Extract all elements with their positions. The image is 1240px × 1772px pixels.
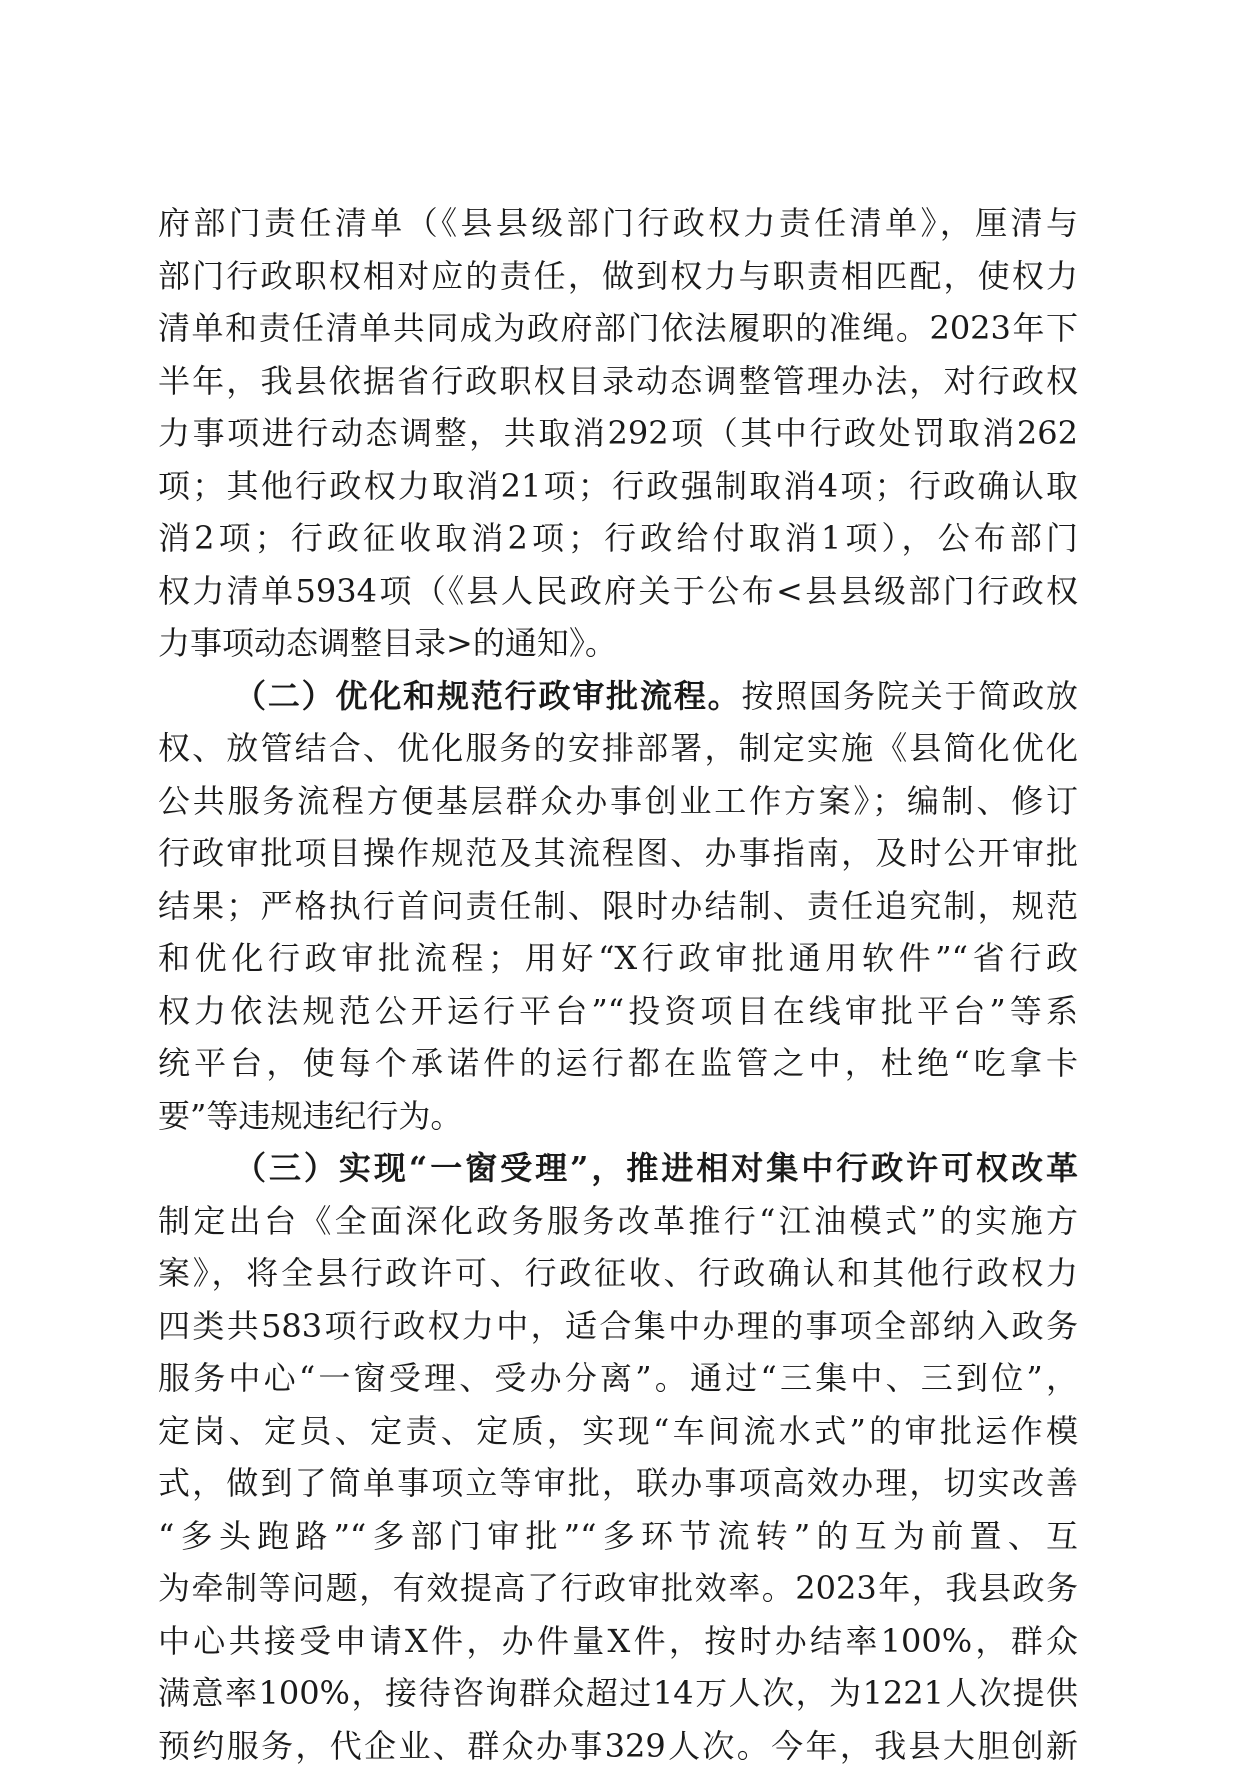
section-heading: （二）优化和规范行政审批流程。 xyxy=(234,677,741,715)
paragraph-first-line xyxy=(158,1142,1078,1195)
text-line: 四类共583项行政权力中，适合集中办理的事项全部纳入政务 xyxy=(158,1300,1078,1353)
text-line: “多头跑路”“多部门审批”“多环节流转”的互为前置、互 xyxy=(158,1510,1078,1563)
text-line: 府部门责任清单（《县县级部门行政权力责任清单》，厘清与 xyxy=(158,197,1078,250)
section-heading: （三）实现“一窗受理”，推进相对集中行政许可权改革 xyxy=(234,1149,1078,1187)
text-line: 清单和责任清单共同成为政府部门依法履职的准绳。2023年下 xyxy=(158,302,1078,355)
text-span: 按照国务院关于简政放 xyxy=(741,677,1078,715)
text-line: 行政审批项目操作规范及其流程图、办事指南，及时公开审批 xyxy=(158,827,1078,880)
text-line: 中心共接受申请X件，办件量X件，按时办结率100%，群众 xyxy=(158,1615,1078,1668)
text-line: 项；其他行政权力取消21项；行政强制取消4项；行政确认取 xyxy=(158,460,1078,513)
text-line: 半年，我县依据省行政职权目录动态调整管理办法，对行政权 xyxy=(158,355,1078,408)
text-line: 定岗、定员、定责、定质，实现“车间流水式”的审批运作模 xyxy=(158,1405,1078,1458)
text-line: 力事项动态调整目录>的通知》。 xyxy=(158,617,1078,670)
text-line: 制定出台《全面深化政务服务改革推行“江油模式”的实施方 xyxy=(158,1195,1078,1248)
text-line: 权力依法规范公开运行平台”“投资项目在线审批平台”等系 xyxy=(158,985,1078,1038)
text-line: 预约服务，代企业、群众办事329人次。今年，我县大胆创新 xyxy=(158,1720,1078,1772)
text-line: 部门行政职权相对应的责任，做到权力与职责相匹配，使权力 xyxy=(158,250,1078,303)
text-line: 服务中心“一窗受理、受办分离”。通过“三集中、三到位”， xyxy=(158,1352,1078,1405)
text-line: 满意率100%，接待咨询群众超过14万人次，为1221人次提供 xyxy=(158,1667,1078,1720)
text-line: 式，做到了简单事项立等审批，联办事项高效办理，切实改善 xyxy=(158,1457,1078,1510)
paragraph-first-line xyxy=(158,670,1078,723)
text-line: 公共服务流程方便基层群众办事创业工作方案》；编制、修订 xyxy=(158,775,1078,828)
text-line: 权、放管结合、优化服务的安排部署，制定实施《县简化优化 xyxy=(158,722,1078,775)
text-line: 和优化行政审批流程；用好“X行政审批通用软件”“省行政 xyxy=(158,932,1078,985)
text-line: 统平台，使每个承诺件的运行都在监管之中，杜绝“吃拿卡 xyxy=(158,1037,1078,1090)
text-line: 力事项进行动态调整，共取消292项（其中行政处罚取消262 xyxy=(158,407,1078,460)
text-line: 权力清单5934项（《县人民政府关于公布<县县级部门行政权 xyxy=(158,565,1078,618)
text-line: 案》，将全县行政许可、行政征收、行政确认和其他行政权力 xyxy=(158,1247,1078,1300)
text-line: 为牵制等问题，有效提高了行政审批效率。2023年，我县政务 xyxy=(158,1562,1078,1615)
text-line: 消2项；行政征收取消2项；行政给付取消1项），公布部门 xyxy=(158,512,1078,565)
document-body xyxy=(158,197,1078,1772)
text-line: 结果；严格执行首问责任制、限时办结制、责任追究制，规范 xyxy=(158,880,1078,933)
text-line: 要”等违规违纪行为。 xyxy=(158,1090,1078,1143)
